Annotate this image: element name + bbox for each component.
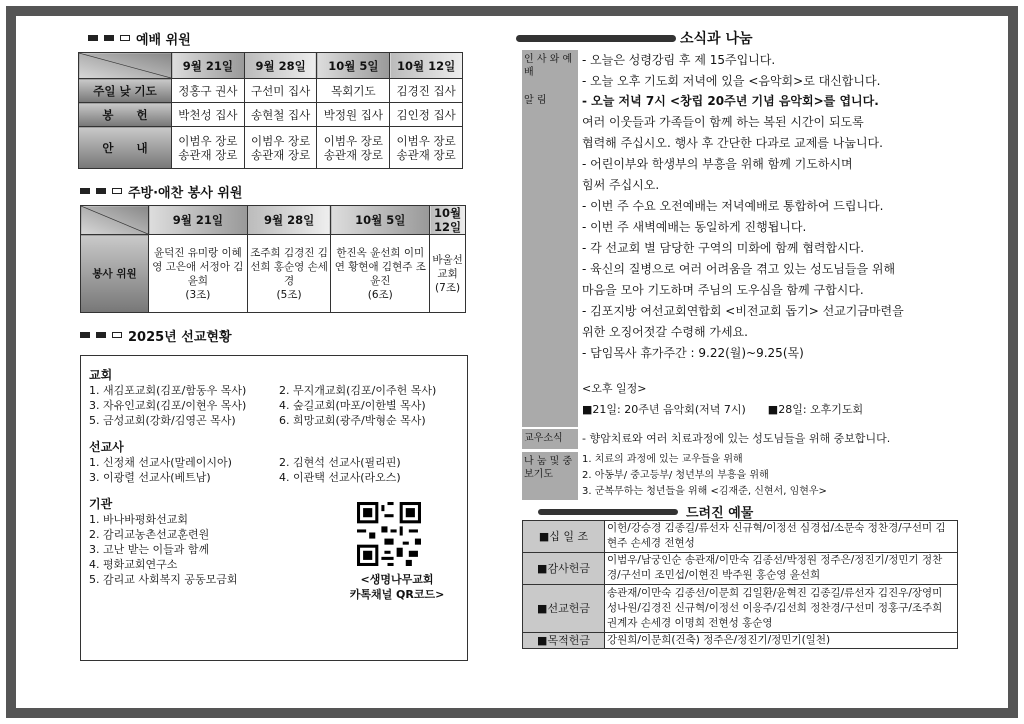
members-label: 교우소식	[522, 429, 578, 449]
list-item: 2. 김현석 선교사(필리핀)	[279, 456, 401, 469]
notice-block	[522, 91, 962, 427]
news-line: - 오늘은 성령강림 후 제 15주입니다.	[582, 53, 776, 67]
list-item: 3. 고난 받는 이들과 함께	[89, 543, 210, 556]
list-item: 6. 희망교회(광주/박형순 목사)	[279, 414, 426, 427]
row-label: 봉 헌	[79, 103, 172, 127]
table-cell: 구선미 집사	[244, 79, 317, 103]
bullet-icon	[120, 35, 130, 41]
news-line: - 이번 주 수요 오전예배는 저녁예배로 통합하여 드립니다.	[582, 199, 884, 213]
offering-label: ■목적헌금	[523, 632, 605, 648]
list-item: 3. 자유인교회(김포/이현우 목사)	[89, 399, 247, 412]
table-cell: 정홍구 권사	[172, 79, 245, 103]
date-header: 10월 5일	[331, 206, 430, 235]
news-line: - 담임목사 휴가주간 : 9.22(월)~9.25(목)	[582, 346, 804, 360]
bullet-icon	[96, 188, 106, 194]
table-cell: 이범우 장로 송관재 장로	[172, 127, 245, 169]
table-cell	[430, 235, 466, 313]
table-cell: 이범우 장로 송관재 장로	[390, 127, 463, 169]
list-item: 1. 바나바평화선교회	[89, 513, 188, 526]
mission-section-title	[80, 325, 468, 345]
header-bar	[538, 509, 678, 515]
news-line: - 이번 주 새벽예배는 동일하게 진행됩니다.	[582, 220, 807, 234]
date-header: 9월 21일	[149, 206, 248, 235]
list-item: 5. 감리교 사회복지 공동모금회	[89, 573, 238, 586]
notice-lines	[578, 91, 962, 427]
news-line: - 오늘 저녁 7시 <창립 20주년 기념 음악회>를 엽니다.	[582, 94, 879, 108]
prayer-block	[522, 452, 962, 500]
news-line	[582, 364, 962, 378]
row-label: 봉사 위원	[81, 235, 149, 313]
section-title-text: 2025년 선교현황	[128, 329, 232, 345]
qr-code-icon	[357, 502, 421, 566]
offerings-table	[522, 520, 958, 649]
churches-list	[89, 383, 459, 428]
table-cell: 이범우 장로 송관재 장로	[317, 127, 390, 169]
notice-label: 알 림	[522, 91, 578, 427]
table-cell: 송현철 집사	[244, 103, 317, 127]
orgs-heading: 기관	[89, 497, 113, 511]
left-column	[68, 28, 468, 661]
table-cell: 목회기도	[317, 79, 390, 103]
corner-cell	[81, 206, 149, 235]
cell-names: 바울선교회	[432, 253, 463, 280]
news-line: 위한 오징어젓갈 수령해 가세요.	[582, 325, 748, 339]
news-line: 마음을 모아 기도하며 주님의 도우심을 함께 구합시다.	[582, 283, 864, 297]
news-line: <오후 일정>	[582, 382, 647, 395]
news-line: 2. 아동부/ 중고등부/ 청년부의 부흥을 위해	[582, 469, 769, 481]
offering-label: ■선교헌금	[523, 584, 605, 632]
cell-names: 조주희 김경진 김선희 홍순영 손세경	[250, 246, 328, 287]
news-line: 1. 치료의 과정에 있는 교우들을 위해	[582, 453, 743, 465]
list-item: 1. 신정채 선교사(말레이시아)	[89, 456, 232, 469]
row-label: 주일 낮 기도	[79, 79, 172, 103]
news-line: - 오늘 오후 기도회 저녁에 있을 <음악회>로 대신합니다.	[582, 73, 881, 88]
members-block	[522, 429, 962, 450]
table-cell: 김인정 집사	[390, 103, 463, 127]
greeting-label: 인 사 와 예 배	[522, 50, 578, 91]
worship-section-title	[88, 28, 468, 48]
cell-team: (7조)	[435, 281, 461, 294]
offerings-header	[538, 504, 962, 520]
news-body	[522, 50, 962, 500]
prayer-lines	[578, 452, 962, 500]
cell-team: (6조)	[367, 288, 393, 301]
date-header: 9월 28일	[247, 206, 331, 235]
qr-caption-line: <생명나무교회	[360, 573, 434, 586]
bullet-icon	[112, 188, 122, 194]
prayer-label: 나 눔 및 중보기도	[522, 452, 578, 500]
missionaries-list	[89, 455, 459, 485]
list-item: 4. 평화교회연구소	[89, 558, 178, 571]
list-item: 2. 무지개교회(김포/이주헌 목사)	[279, 384, 437, 397]
offering-text: 이헌/강승경 김종길/류선자 신규혁/이정선 심경섭/소문숙 정찬경/구선미 김현주 손세경 전현성	[605, 520, 958, 552]
bullet-icon	[80, 332, 90, 338]
list-item: 5. 금성교회(강화/김영곤 목사)	[89, 414, 236, 427]
worship-table	[78, 52, 463, 169]
greeting-lines	[578, 50, 962, 91]
news-line: - 김포지방 여선교회연합회 <비전교회 돕기> 선교기금마련을	[582, 304, 904, 318]
mission-box	[80, 355, 468, 661]
bullet-icon	[112, 332, 122, 338]
bullet-icon	[104, 35, 114, 41]
table-cell: 박정원 집사	[317, 103, 390, 127]
news-line: - 어린이부와 학생부의 부흥을 위해 함께 기도하시며	[582, 157, 853, 171]
members-line: - 향암치료와 여러 치료과정에 있는 성도님들을 위해 중보합니다.	[582, 432, 891, 445]
offering-text: 강원희/이문희(건축) 정주은/정진기/정민기(일천)	[605, 632, 958, 648]
offering-text: 송관재/이만숙 김종선/이문희 김일환/윤혁진 김종길/류선자 김진우/장영미 성나원/김경진 신규혁/이정선 이응주/김선희 정찬경/구선미 정홍구/조주희 권계자 손세경 이명희 전현성 홍순영	[605, 584, 958, 632]
offering-label: ■십 일 조	[523, 520, 605, 552]
churches-heading: 교회	[89, 368, 113, 382]
list-item: 2. 감리교농촌선교훈련원	[89, 528, 210, 541]
news-title: 소식과 나눔	[680, 31, 753, 47]
news-line: 힘써 주십시오.	[582, 178, 660, 192]
date-header: 10월 12일	[390, 53, 463, 79]
right-column	[506, 28, 962, 649]
offerings-title: 드려진 예물	[686, 506, 754, 521]
row-label: 안 내	[79, 127, 172, 169]
corner-cell	[79, 53, 172, 79]
qr-caption	[347, 572, 447, 602]
cell-names: 한진옥 윤선희 이미연 황현애 김현주 조윤진	[334, 246, 426, 287]
date-header: 9월 21일	[172, 53, 245, 79]
date-header: 9월 28일	[244, 53, 317, 79]
list-item: 4. 이관택 선교사(라오스)	[279, 471, 401, 484]
table-cell: 박천성 집사	[172, 103, 245, 127]
offering-text: 이범우/남궁인순 송관재/이만숙 김종선/박정원 정주은/정진기/정민기 정찬경/구선미 조민섭/이현진 박주원 홍순영 윤선희	[605, 552, 958, 584]
kitchen-section-title	[80, 181, 468, 201]
date-header: 10월 5일	[317, 53, 390, 79]
table-cell: 이범우 장로 송관재 장로	[244, 127, 317, 169]
qr-caption-line: 카톡채널 QR코드>	[349, 588, 445, 601]
greeting-block	[522, 50, 962, 91]
missionaries-heading: 선교사	[89, 440, 124, 454]
section-title-text: 예배 위원	[136, 32, 191, 48]
bullet-icon	[80, 188, 90, 194]
table-cell	[331, 235, 430, 313]
kitchen-table	[80, 205, 466, 313]
table-cell: 김경진 집사	[390, 79, 463, 103]
news-line: ■21일: 20주년 음악회(저녁 7시) ■28일: 오후기도회	[582, 403, 864, 416]
section-title-text: 주방·애찬 봉사 위원	[128, 185, 243, 201]
header-bar	[516, 35, 676, 42]
news-line: 협력해 주십시오. 행사 후 간단한 다과로 교제를 나눕니다.	[582, 136, 883, 150]
news-line: - 육신의 질병으로 여러 어려움을 겪고 있는 성도님들을 위해	[582, 262, 896, 276]
list-item: 4. 숲길교회(마포/이한별 목사)	[279, 399, 426, 412]
bullet-icon	[96, 332, 106, 338]
qr-code[interactable]	[357, 502, 421, 566]
cell-team: (5조)	[276, 288, 302, 301]
date-header: 10월 12일	[430, 206, 466, 235]
bullet-icon	[88, 35, 98, 41]
cell-names: 윤덕진 유미랑 이혜영 고은애 서정아 김윤희	[152, 246, 244, 287]
cell-team: (3조)	[185, 288, 211, 301]
offering-label: ■감사헌금	[523, 552, 605, 584]
news-line: - 각 선교회 별 담당한 구역의 미화에 함께 협력합시다.	[582, 241, 865, 255]
list-item: 1. 새김포교회(김포/함동우 목사)	[89, 384, 247, 397]
table-cell	[149, 235, 248, 313]
news-header	[516, 28, 962, 48]
news-line: 여러 이웃들과 가족들이 함께 하는 복된 시간이 되도록	[582, 115, 864, 129]
list-item: 3. 이광렬 선교사(베트남)	[89, 471, 211, 484]
news-line: 3. 군복무하는 청년들을 위해 <김재준, 신현서, 임현우>	[582, 485, 827, 497]
table-cell	[247, 235, 331, 313]
